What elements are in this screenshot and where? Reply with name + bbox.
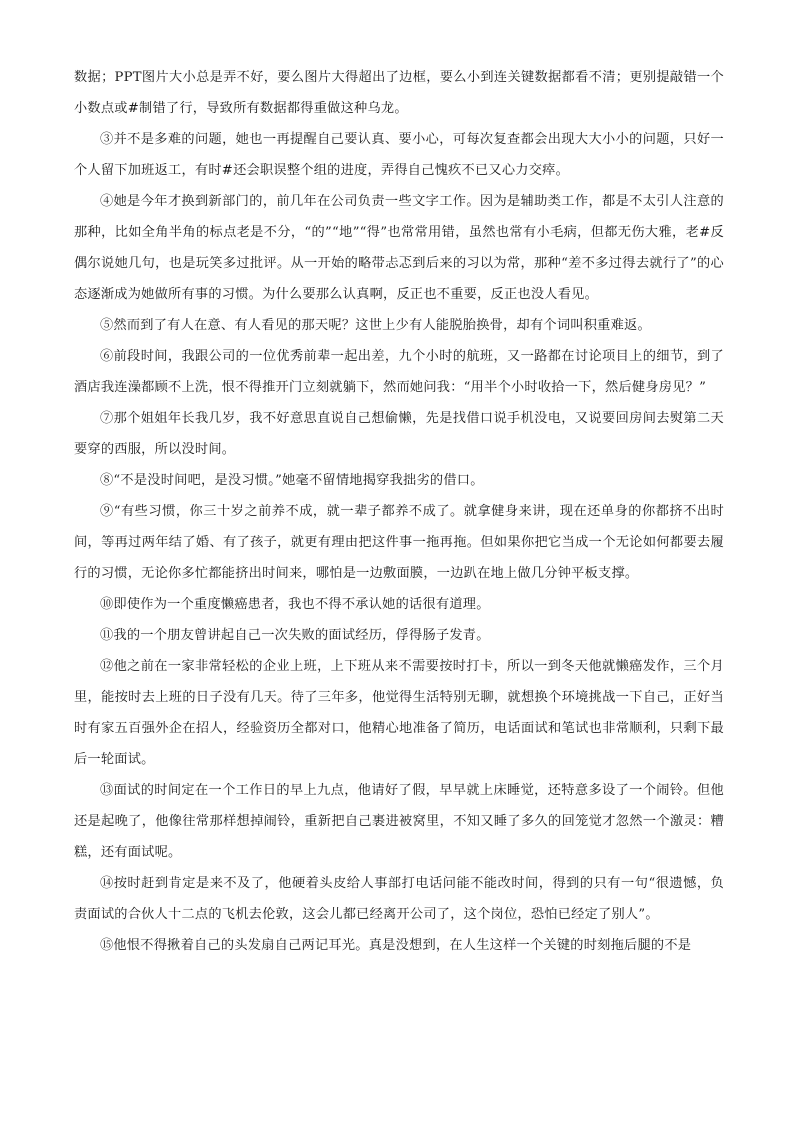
paragraph-9: ⑨“有些习惯，你三十岁之前养不成，就一辈子都养不成了。就拿健身来讲，现在还单身的你都挤不出时间，等再过两年结了婚、有了孩子，就更有理由把这件事一拖再拖。但如果你把它当成一个无论如何都要去履行的习惯，无论你多忙都能挤出时间来，哪怕是一边敷面膜，一边趴在地上做几分钟平板支撑。	[74, 504, 724, 581]
paragraph-continuation: 数据；PPT图片大小总是弄不好，要么图片大得超出了边框，要么小到连关键数据都看不清；更别提敲错一个小数点或#制错了行，导致所有数据都得重做这种乌龙。	[74, 70, 724, 116]
paragraph-15: ⑮他恨不得揪着自己的头发扇自己两记耳光。真是没想到，在人生这样一个关键的时刻拖后腿的不是	[100, 938, 692, 953]
paragraph-6: ⑥前段时间，我跟公司的一位优秀前辈一起出差，九个小时的航班，又一路都在讨论项目上的细节，到了酒店我连澡都顾不上洗，恨不得推开门立刻就躺下，然而她问我：“用半个小时收拾一下，然后健身房见？”	[74, 349, 724, 395]
article-body	[74, 62, 724, 961]
paragraph-13: ⑬面试的时间定在一个工作日的早上九点，他请好了假，早早就上床睡觉，还特意多设了一个闹铃。但他还是起晚了，他像往常那样想掉闹铃，重新把自己裹进被窝里，不知又睡了多久的回笼觉才忽然一个激灵：糟糕，还有面试呢。	[74, 783, 724, 860]
paragraph-5: ⑤然而到了有人在意、有人看见的那天呢？这世上少有人能脱胎换骨，却有个词叫积重难返。	[100, 318, 651, 333]
paragraph-8: ⑧“不是没时间吧，是没习惯。”她毫不留情地揭穿我拙劣的借口。	[100, 473, 484, 488]
paragraph-3: ③并不是多难的问题，她也一再提醒自己要认真、要小心，可每次复查都会出现大大小小的问题，只好一个人留下加班返工，有时#还会职误整个组的进度，弄得自己愧疚不已又心力交瘁。	[74, 132, 724, 178]
paragraph-11: ⑪我的一个朋友曾讲起自己一次失败的面试经历，俘得肠子发青。	[100, 628, 490, 643]
paragraph-10: ⑩即使作为一个重度懒癌患者，我也不得不承认她的话很有道理。	[100, 597, 490, 612]
paragraph-4: ④她是今年才换到新部门的，前几年在公司负责一些文字工作。因为是辅助类工作，都是不太引人注意的那种，比如全角半角的标点老是不分，“的”“地”“得”也常常用错，虽然也常有小毛病，但都无伤大雅，老#反偶尔说她几句，也是玩笑多过批评。从一开始的略带忐忑到后来的习以为常，那种“差不多过得去就行了”的心态逐渐成为她做所有事的习惯。为什么要那么认真啊，反正也不重要，反正也没人看见。	[74, 194, 724, 302]
paragraph-12: ⑫他之前在一家非常轻松的企业上班，上下班从来不需要按时打卡，所以一到冬天他就懒癌发作，三个月里，能按时去上班的日子没有几天。待了三年多，他觉得生活特别无聊，就想换个环境挑战一下自己，正好当时有家五百强外企在招人，经验资历全都对口，他精心地准备了简历，电话面试和笔试也非常顺利，只剩下最后一轮面试。	[74, 659, 724, 767]
paragraph-7: ⑦那个姐姐年长我几岁，我不好意思直说自己想偷懒，先是找借口说手机没电，又说要回房间去熨第二天要穿的西服，所以没时间。	[74, 411, 724, 457]
paragraph-14: ⑭按时赶到肯定是来不及了，他硬着头皮给人事部打电话问能不能改时间，得到的只有一句“很遗憾，负责面试的合伙人十二点的飞机去伦敦，这会儿都已经离开公司了，这个岗位，恐怕已经定了别人”。	[74, 876, 724, 922]
